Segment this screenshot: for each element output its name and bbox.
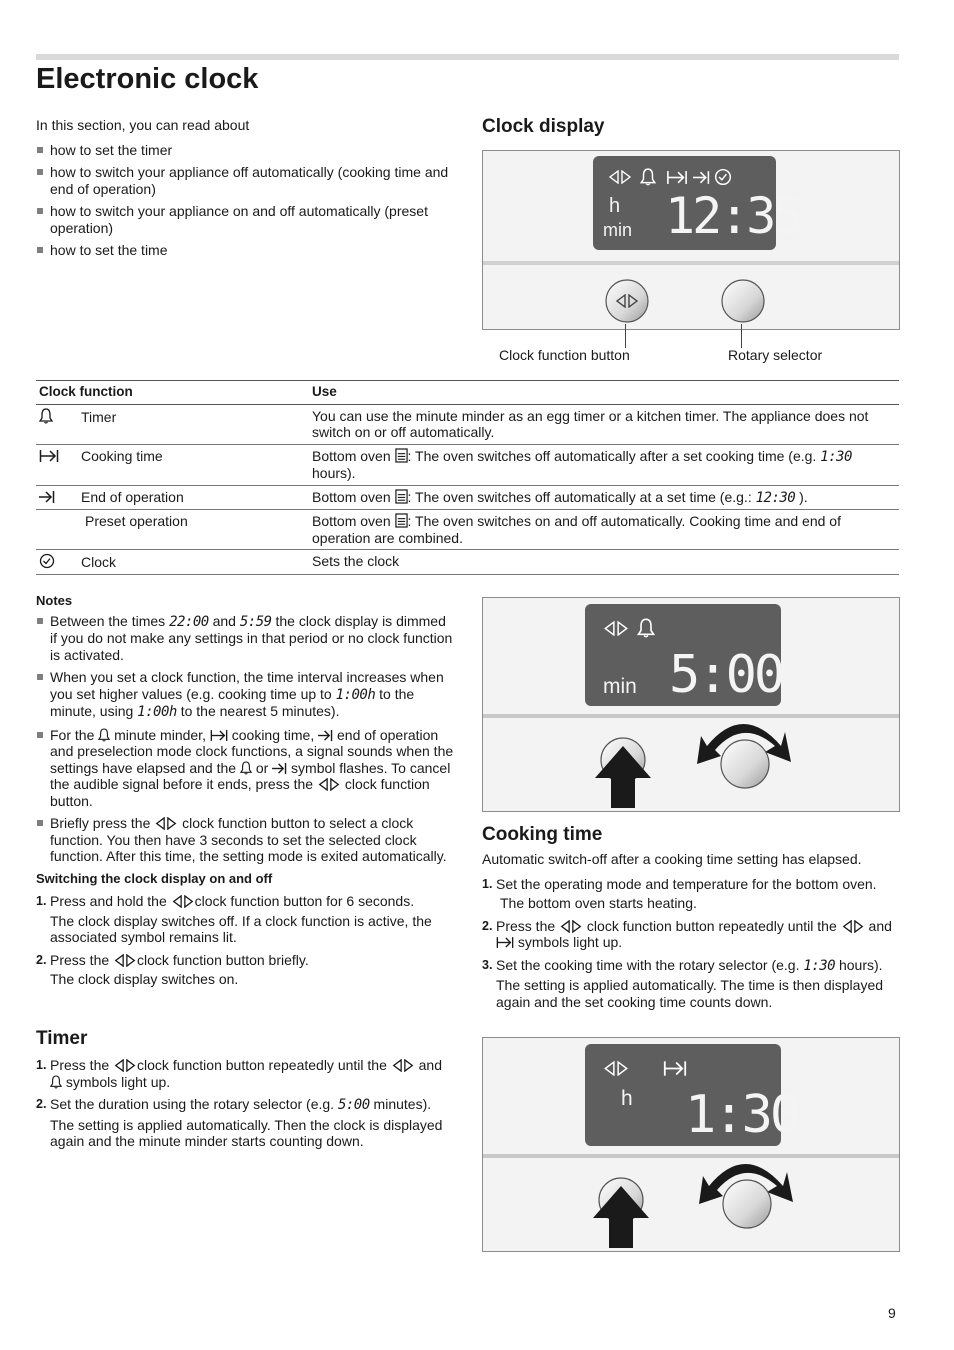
cooking-lcd: [585, 1044, 799, 1146]
timer-lcd-time: 5:00: [669, 645, 783, 705]
table-row: [36, 404, 899, 444]
col-clock-function: Clock function: [36, 381, 309, 405]
switching-heading: Switching the clock display on and off: [36, 870, 273, 886]
timer-rotary-selector[interactable]: [693, 706, 793, 796]
cooking-step-1: 1. Set the operating mode and temperature for the bottom oven. The bottom oven starts heating.: [482, 875, 877, 911]
label-clock-function-button: Clock function button: [499, 347, 630, 363]
cooking-clock-function-button[interactable]: [591, 1176, 651, 1248]
col-use: Use: [309, 381, 899, 405]
bell-icon: [50, 1075, 62, 1089]
timer-lcd: [585, 604, 781, 706]
intro-item-1: how to set the timer: [36, 142, 456, 159]
cooking-rotary-selector[interactable]: [695, 1146, 795, 1236]
table-row: [36, 444, 899, 485]
row-use: Bottom oven : The oven switches off automatically after a set cooking time (e.g. 1:30 hours).: [309, 444, 899, 485]
end-of-operation-icon: [318, 729, 333, 742]
cooking-step-2: 2. Press the clock function button repeatedly until the and symbols light up.: [482, 917, 892, 950]
timer-clock-function-button[interactable]: [593, 736, 653, 808]
switching-step-1: 1. Press and hold the clock function button for 6 seconds. The clock display switches off. If a clock function is active, the associated symbol remains lit.: [36, 893, 432, 945]
cooking-lcd-h: h: [621, 1087, 633, 1110]
clock-function-button-icon: [559, 920, 583, 933]
intro-item-2: how to switch your appliance off automatically (cooking time and end of operation): [36, 164, 456, 197]
cooking-lcd-time: 1:30: [685, 1085, 799, 1145]
cooking-heading: Cooking time: [482, 824, 603, 845]
note-4: Briefly press the clock function button to select a clock function. You then have 3 seconds to set the selected clock function. After this time, the setting mode is exited automatically.: [36, 815, 456, 865]
callout-line-button: [625, 324, 626, 348]
clock-function-button-icon: [154, 817, 178, 830]
row-function: Timer: [81, 408, 117, 425]
label-rotary-selector: Rotary selector: [728, 347, 823, 363]
callout-line-selector: [741, 324, 742, 348]
table-row: [36, 550, 899, 575]
panel-line: [483, 261, 899, 265]
row-function: Clock: [81, 554, 117, 570]
intro-item-3: how to switch your appliance on and off automatically (preset operation): [36, 203, 456, 236]
clock-icon: [39, 553, 55, 569]
rotary-selector[interactable]: [719, 279, 767, 327]
note-1: Between the times 22:00 and 5:59 the clock display is dimmed if you do not make any settings in that period or no clock function is activated.: [36, 613, 456, 664]
top-rule: [36, 54, 899, 60]
page-number: 9: [888, 1305, 896, 1321]
clock-function-button[interactable]: [603, 279, 651, 327]
timer-lcd-symbols: [603, 618, 667, 640]
timer-step-2: 2. Set the duration using the rotary selector (e.g. 5:00 minutes). The setting is applied automatically. Then the clock is displayed again and the minute minder starts counting down.: [36, 1096, 443, 1149]
row-use: Bottom oven : The oven switches off automatically at a set time (e.g.: 12:30 ).: [309, 485, 899, 510]
cooking-lead: Automatic switch-off after a cooking time setting has elapsed.: [482, 851, 862, 867]
cooking-time-icon: [496, 936, 514, 949]
intro-section: [36, 117, 456, 265]
cooking-section: [482, 851, 902, 1010]
bell-icon: [98, 728, 110, 742]
bottom-oven-icon: [395, 513, 408, 528]
table-row: [36, 485, 899, 510]
clock-function-table: [36, 380, 899, 575]
note-2: When you set a clock function, the time interval increases when you set higher values (e.g. cooking time up to 1:00h to the minute, using 1:00h to the nearest 5 minutes).: [36, 669, 456, 721]
clock-lcd: [593, 156, 801, 250]
clock-lcd-symbols: [608, 168, 738, 188]
clock-function-button-icon: [841, 920, 865, 933]
cooking-lcd-symbols: [603, 1058, 713, 1080]
timer-lcd-min: min: [603, 675, 637, 698]
bell-icon: [39, 408, 53, 424]
table-header: [36, 381, 899, 405]
clock-function-button-icon: [391, 1059, 415, 1072]
timer-figure: [482, 597, 900, 812]
clock-function-button-icon: [171, 895, 195, 908]
cooking-figure: [482, 1037, 900, 1252]
cooking-time-icon: [210, 729, 228, 742]
end-of-operation-icon: [39, 490, 55, 504]
intro-item-4: how to set the time: [36, 242, 456, 259]
end-of-operation-icon: [272, 762, 287, 775]
row-function: End of operation: [81, 488, 184, 505]
bottom-oven-icon: [395, 489, 408, 504]
intro-lead: In this section, you can read about: [36, 117, 250, 133]
timer-steps: [36, 1057, 456, 1150]
row-use: Sets the clock: [309, 550, 899, 575]
clock-display-heading: Clock display: [482, 116, 605, 137]
row-function: Preset operation: [85, 513, 188, 529]
bottom-oven-icon: [395, 448, 408, 463]
cooking-step-3: 3. Set the cooking time with the rotary selector (e.g. 1:30 hours). The setting is applied automatically. The time is then displayed again and the set cooking time counts down.: [482, 956, 884, 1010]
panel-line: [483, 1154, 899, 1158]
row-use: You can use the minute minder as an egg timer or a kitchen timer. The appliance does not switch on or off automatically.: [309, 404, 899, 444]
clock-function-button-icon: [113, 954, 137, 967]
clock-lcd-time: 12:35: [665, 187, 801, 245]
row-function: Cooking time: [81, 447, 163, 464]
clock-display-figure: [482, 150, 900, 330]
note-3: For the minute minder, cooking time, end of operation and preselection mode clock functions, a signal sounds when the settings have elapsed and the or symbol flashes. To cancel the audible signal before it ends, press the clock function button.: [36, 727, 456, 810]
switching-step-2: 2. Press the clock function button briefly. The clock display switches on.: [36, 951, 309, 987]
clock-function-button-icon: [113, 1059, 137, 1072]
notes-heading: Notes: [36, 593, 73, 608]
row-use: Bottom oven : The oven switches on and off automatically. Cooking time and end of operation are combined.: [309, 510, 899, 550]
cooking-time-icon: [39, 449, 59, 463]
notes-section: [36, 593, 456, 988]
clock-lcd-h: h: [609, 195, 621, 217]
timer-heading: Timer: [36, 1028, 88, 1049]
bell-icon: [240, 761, 252, 775]
panel-line: [483, 714, 899, 718]
page-title: Electronic clock: [36, 63, 259, 95]
clock-lcd-min: min: [603, 220, 633, 240]
timer-step-1: 1. Press the clock function button repeatedly until the and symbols light up.: [36, 1057, 442, 1090]
clock-function-button-icon: [317, 778, 341, 791]
table-row: [36, 510, 899, 550]
